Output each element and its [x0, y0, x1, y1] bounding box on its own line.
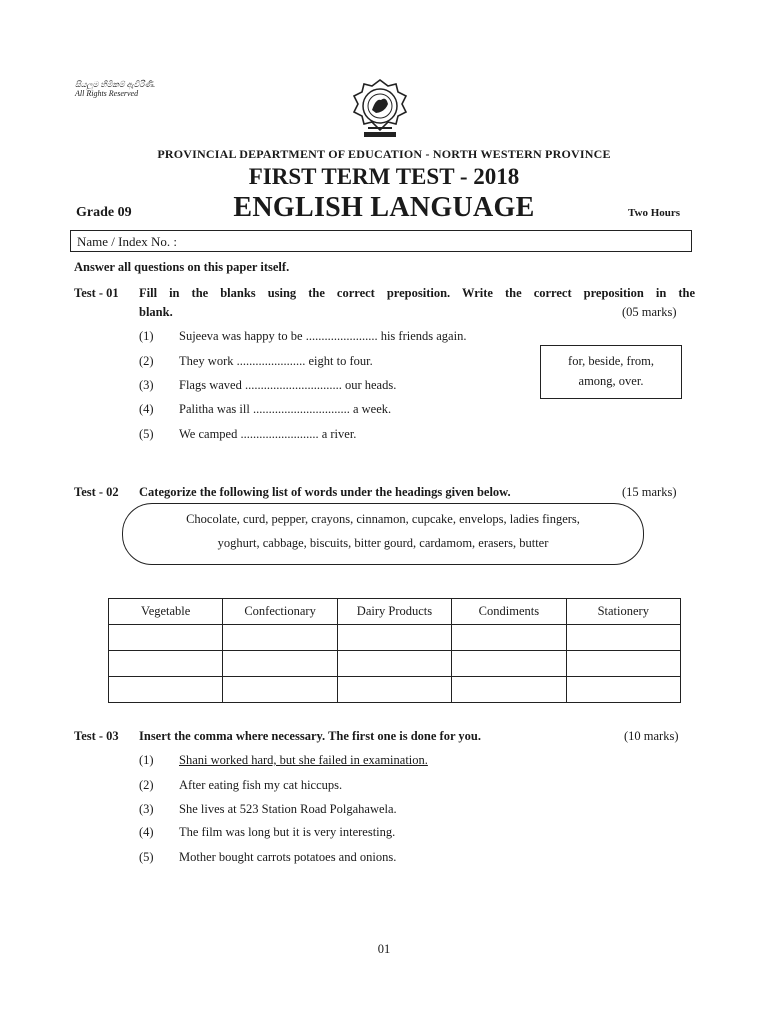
- test2-question: Categorize the following list of words under the headings given below.: [139, 485, 511, 499]
- test3-item-number: (3): [139, 802, 154, 816]
- answer-cell[interactable]: [452, 677, 566, 703]
- answer-cell[interactable]: [223, 651, 337, 677]
- sri-lanka-emblem-icon: [350, 78, 410, 142]
- test1-item-number: (3): [139, 378, 154, 392]
- word-box-line1: for, beside, from,: [568, 354, 654, 368]
- table-header-row: [109, 599, 681, 625]
- test3-marks: (10 marks): [624, 729, 679, 743]
- test1-label: Test - 01: [74, 286, 119, 300]
- test3-item-text: Mother bought carrots potatoes and onions.: [179, 850, 397, 864]
- answer-cell[interactable]: [109, 651, 223, 677]
- table-row: [109, 651, 681, 677]
- answer-cell[interactable]: [566, 651, 680, 677]
- categorize-table: [108, 598, 681, 703]
- grade-label: Grade 09: [76, 205, 132, 220]
- name-index-field[interactable]: [70, 230, 692, 252]
- test1-item-text: They work ...................... eight to four.: [179, 354, 373, 368]
- word-list-line1: Chocolate, curd, pepper, crayons, cinnamon, cupcake, envelops, ladies fingers,: [186, 512, 580, 526]
- table-row: [109, 625, 681, 651]
- test2-marks: (15 marks): [622, 485, 677, 499]
- answer-cell[interactable]: [566, 677, 680, 703]
- test3-item-number: (5): [139, 850, 154, 864]
- answer-cell[interactable]: [337, 677, 451, 703]
- copyright-english: All Rights Reserved: [75, 89, 139, 98]
- test3-item-number: (1): [139, 753, 154, 767]
- answer-cell[interactable]: [223, 625, 337, 651]
- department-title: PROVINCIAL DEPARTMENT OF EDUCATION - NORTH WESTERN PROVINCE: [157, 147, 611, 161]
- answer-cell[interactable]: [566, 625, 680, 651]
- test3-item-text: After eating fish my cat hiccups.: [179, 778, 343, 792]
- test1-item-text: We camped ......................... a river.: [179, 427, 357, 441]
- test3-label: Test - 03: [74, 729, 119, 743]
- answer-cell[interactable]: [223, 677, 337, 703]
- copyright-sinhala: සියලුම හිමිකම් ඇවිරිණි.: [75, 80, 156, 89]
- test1-question-line2: blank.: [139, 305, 173, 319]
- test1-marks: (05 marks): [622, 305, 677, 319]
- answer-cell[interactable]: [337, 625, 451, 651]
- test1-question-line1: Fill in the blanks using the correct preposition. Write the correct preposition in the: [139, 286, 695, 300]
- term-test-title: FIRST TERM TEST - 2018: [248, 164, 520, 189]
- test1-item-text: Palitha was ill ............................... a week.: [179, 402, 392, 416]
- column-header: Condiments: [452, 599, 566, 625]
- subject-title: ENGLISH LANGUAGE: [233, 192, 535, 223]
- table-row: [109, 677, 681, 703]
- answer-cell[interactable]: [452, 651, 566, 677]
- test3-item-text: The film was long but it is very interesting.: [179, 825, 396, 839]
- instruction-text: Answer all questions on this paper itself.: [74, 260, 290, 274]
- test1-item-number: (4): [139, 402, 154, 416]
- test1-item-number: (1): [139, 329, 154, 343]
- test1-item-text: Sujeeva was happy to be ....................... his friends again.: [179, 329, 467, 343]
- preposition-word-box: [540, 345, 682, 399]
- test3-item-number: (4): [139, 825, 154, 839]
- answer-cell[interactable]: [452, 625, 566, 651]
- word-list-box: [122, 503, 644, 565]
- test1-item-number: (5): [139, 427, 154, 441]
- column-header: Confectionary: [223, 599, 337, 625]
- test3-question: Insert the comma where necessary. The first one is done for you.: [139, 729, 481, 743]
- column-header: Stationery: [566, 599, 680, 625]
- column-header: Dairy Products: [337, 599, 451, 625]
- name-index-label: Name / Index No. :: [77, 234, 178, 249]
- test1-item-number: (2): [139, 354, 154, 368]
- test3-item-number: (2): [139, 778, 154, 792]
- word-box-line2: among, over.: [578, 374, 644, 388]
- answer-cell[interactable]: [109, 625, 223, 651]
- test2-label: Test - 02: [74, 485, 119, 499]
- column-header: Vegetable: [109, 599, 223, 625]
- answer-cell[interactable]: [109, 677, 223, 703]
- page-number: 01: [377, 942, 391, 956]
- word-list-line2: yoghurt, cabbage, biscuits, bitter gourd, cardamom, erasers, butter: [217, 536, 549, 550]
- duration-label: Two Hours: [628, 207, 681, 219]
- test3-item-text: She lives at 523 Station Road Polgahawela.: [179, 802, 397, 816]
- test1-item-text: Flags waved ............................... our heads.: [179, 378, 397, 392]
- answer-cell[interactable]: [337, 651, 451, 677]
- test3-example-text: Shani worked hard, but she failed in examination.: [179, 753, 428, 767]
